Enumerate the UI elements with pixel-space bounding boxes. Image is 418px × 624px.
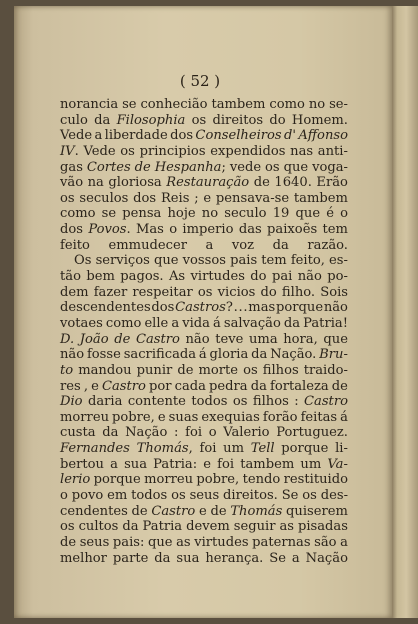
word: filhos <box>262 362 299 378</box>
word: não <box>185 331 210 347</box>
word: traido- <box>303 362 348 378</box>
word: foi <box>185 425 203 441</box>
word: vossos <box>182 253 226 269</box>
word: á <box>198 347 207 363</box>
word: nas <box>290 143 314 159</box>
word: Valerio <box>223 425 270 441</box>
word: do <box>260 284 277 300</box>
word: seculo <box>224 206 267 222</box>
word: que <box>153 253 179 269</box>
word: Reis <box>160 190 190 206</box>
text-line <box>60 269 348 285</box>
word: o <box>208 425 217 441</box>
text-line <box>60 113 348 129</box>
word: : <box>294 394 299 410</box>
word: Patria! <box>303 315 348 331</box>
word: feitas <box>300 409 338 425</box>
word: porque <box>281 441 329 457</box>
word: tambem <box>240 456 295 472</box>
word: os <box>120 143 135 159</box>
word: pensa <box>122 206 162 222</box>
word: á <box>213 315 221 331</box>
word: Thomás <box>230 503 283 519</box>
word: direitos. <box>223 488 278 504</box>
word: sua <box>176 550 200 566</box>
word: o <box>340 206 348 222</box>
word: teve <box>215 331 244 347</box>
word: pedra <box>209 378 248 394</box>
word: morreu <box>60 409 109 425</box>
word: Vede <box>60 128 93 144</box>
word: Homem. <box>291 112 348 128</box>
word: gas <box>60 159 83 175</box>
word: feito <box>60 237 90 253</box>
text-line <box>60 457 348 473</box>
word: Hespanha; <box>154 159 226 175</box>
word: e <box>203 456 212 472</box>
text-line <box>60 160 348 176</box>
word: que <box>147 534 173 550</box>
word: é <box>326 206 334 222</box>
word: dos <box>170 128 194 144</box>
page-edge <box>392 6 418 618</box>
word: que <box>323 331 348 347</box>
word: como <box>105 315 142 331</box>
word: paternas <box>252 534 311 550</box>
word: do <box>269 112 286 128</box>
word: restituido <box>283 472 348 488</box>
word: li- <box>335 441 348 457</box>
page-number: ( 52 ) <box>179 72 221 90</box>
word: suas <box>168 409 199 425</box>
word: anti- <box>317 143 348 159</box>
word: herança. <box>205 550 264 566</box>
word: Restauração <box>166 175 250 191</box>
word: voga- <box>312 159 348 175</box>
word: á <box>340 409 348 425</box>
word: vicios <box>217 284 256 300</box>
word: os <box>232 394 248 410</box>
word: IV. <box>60 143 79 159</box>
word: . <box>238 300 243 316</box>
word: da <box>102 425 119 441</box>
word: não <box>297 269 322 285</box>
word: tão <box>60 269 81 285</box>
word: um <box>223 441 245 457</box>
word: da <box>122 519 139 535</box>
word: bertou <box>60 456 104 472</box>
word: mandou <box>78 362 132 378</box>
word: todos <box>131 488 168 504</box>
word: 1640. <box>274 175 312 191</box>
word: pagos. <box>120 269 164 285</box>
word: Tell <box>250 441 275 457</box>
word: os <box>302 488 317 504</box>
word: razão. <box>307 237 348 253</box>
word: salvação <box>223 315 281 331</box>
word: vão <box>60 175 84 191</box>
text-line <box>60 300 348 316</box>
word: po- <box>327 269 348 285</box>
word: imperio <box>182 222 234 238</box>
word: devem <box>186 519 230 535</box>
word: vida <box>182 315 210 331</box>
word: Castro <box>304 394 348 410</box>
word: expendidos <box>210 143 286 159</box>
word: das <box>238 222 262 238</box>
word: de <box>253 175 270 191</box>
word: paixoẽs <box>267 222 318 238</box>
text-line <box>60 238 348 254</box>
text-line <box>60 316 348 332</box>
word: de <box>131 503 148 519</box>
word: da <box>283 315 301 331</box>
word: daria <box>87 394 123 410</box>
text-line <box>60 191 348 207</box>
word: respeitar <box>132 284 193 300</box>
word: a <box>171 315 180 331</box>
body-text <box>60 97 348 566</box>
word: pensava-se <box>215 190 290 206</box>
text-line <box>60 472 348 488</box>
word: morreu <box>144 472 194 488</box>
word: por <box>148 378 172 394</box>
word: um <box>300 456 322 472</box>
word: gloria <box>209 347 249 363</box>
word: e <box>157 409 166 425</box>
word: Patria <box>142 519 183 535</box>
word: não <box>323 300 348 316</box>
word: em <box>107 488 128 504</box>
text-line <box>60 253 348 269</box>
text-line <box>60 519 348 535</box>
word: res <box>60 378 81 394</box>
word: exequias <box>201 409 260 425</box>
word: os <box>60 190 75 206</box>
word: o <box>60 488 68 504</box>
word: forão <box>262 409 298 425</box>
word: se <box>122 97 137 112</box>
word: dos <box>133 190 157 206</box>
word: parte <box>112 550 149 566</box>
word: Castros? <box>175 300 233 316</box>
word: melhor <box>60 550 107 566</box>
text-line <box>60 425 348 441</box>
word: . <box>233 300 238 316</box>
word: pais: <box>112 534 145 550</box>
word: pisadas <box>297 519 348 535</box>
word: da <box>251 347 268 363</box>
word: se- <box>329 97 348 112</box>
word: Se <box>281 488 299 504</box>
word: tendo <box>242 472 281 488</box>
word: Nação <box>125 425 168 441</box>
word: dem <box>60 284 89 300</box>
word: filho. <box>281 284 316 300</box>
word: de <box>134 159 151 175</box>
word: hora, <box>283 331 318 347</box>
word: . <box>243 300 248 316</box>
word: culo <box>60 112 88 128</box>
word: tem <box>322 222 348 238</box>
word: sacrificada <box>123 347 197 363</box>
word: ; <box>194 190 199 206</box>
word: foi <box>199 441 217 457</box>
word: uma <box>248 331 278 347</box>
word: que <box>295 206 321 222</box>
word: Mas <box>135 222 164 238</box>
word: gloriosa <box>108 175 162 191</box>
word: de <box>177 362 194 378</box>
word: pai <box>271 269 293 285</box>
word: bem <box>86 269 115 285</box>
word: to <box>60 362 74 378</box>
word: os <box>171 488 186 504</box>
word: pais <box>230 253 258 269</box>
word: seguir <box>233 519 276 535</box>
word: dos <box>151 300 175 316</box>
word: cendentes <box>60 503 128 519</box>
word: o <box>169 222 178 238</box>
word: Se <box>269 550 286 566</box>
word: serviços <box>95 253 150 269</box>
word: Castro <box>135 331 180 347</box>
word: 19 <box>272 206 290 222</box>
word: da <box>94 112 111 128</box>
word: Va- <box>327 456 348 472</box>
word: norancia <box>60 97 119 112</box>
word: liberdade <box>104 128 168 144</box>
word: a <box>205 237 214 253</box>
word: Cortes <box>86 159 131 175</box>
text-line <box>60 144 348 160</box>
word: da <box>272 237 289 253</box>
word: fortaleza <box>270 378 329 394</box>
word: foi <box>217 456 235 472</box>
word: as <box>176 534 191 550</box>
word: Vede <box>83 143 116 159</box>
word: os <box>60 519 75 535</box>
word: seus <box>189 488 220 504</box>
word: tem <box>261 253 287 269</box>
word: Castro <box>151 503 196 519</box>
word: d' <box>284 128 296 144</box>
word: de <box>331 378 348 394</box>
text-line <box>60 551 348 567</box>
word: sua <box>124 456 148 472</box>
word: se <box>101 206 117 222</box>
text-line <box>60 332 348 348</box>
text-line <box>60 285 348 301</box>
word: a <box>110 456 118 472</box>
text-line <box>60 175 348 191</box>
word: voz <box>231 237 255 253</box>
word: emmudecer <box>108 237 187 253</box>
word: Bru- <box>319 347 348 363</box>
word: de <box>60 534 77 550</box>
word: mas <box>248 300 276 316</box>
word: na <box>87 175 104 191</box>
word: Fernandes <box>60 441 130 457</box>
text-line <box>60 222 348 238</box>
word: povo <box>71 488 104 504</box>
word: elle <box>144 315 169 331</box>
text-line <box>60 97 348 113</box>
word: no <box>308 97 326 112</box>
word: Patria: <box>153 456 198 472</box>
word: principios <box>139 143 206 159</box>
word: cultos <box>78 519 119 535</box>
word: seus <box>79 534 110 550</box>
word: descendentes <box>60 300 151 316</box>
word: fazer <box>93 284 128 300</box>
text-line <box>60 535 348 551</box>
word: dos <box>60 222 83 238</box>
word: hoje <box>167 206 196 222</box>
text-line <box>60 206 348 222</box>
word: direitos <box>212 112 264 128</box>
word: porque <box>93 472 141 488</box>
word: Erão <box>316 175 348 191</box>
word: no <box>201 206 219 222</box>
word: Os <box>74 253 92 269</box>
word: a <box>291 550 300 566</box>
word: : <box>174 425 179 441</box>
word: custa <box>60 425 96 441</box>
word: todos <box>191 394 228 410</box>
word: as <box>279 519 294 535</box>
word: fosse <box>86 347 121 363</box>
word: Affonso <box>298 128 348 144</box>
word: são <box>314 534 337 550</box>
word: virtudes <box>190 269 245 285</box>
word: de <box>210 503 227 519</box>
word: e <box>91 378 99 394</box>
word: Conselheiros <box>195 128 282 144</box>
word: Filosophia <box>116 112 186 128</box>
word: Thomás, <box>136 441 193 457</box>
word: pobre, <box>196 472 240 488</box>
word: Nação <box>305 550 348 566</box>
word: os <box>265 159 280 175</box>
word: morte <box>198 362 239 378</box>
word: virtudes <box>194 534 249 550</box>
word: filhos <box>252 394 289 410</box>
word: seculos <box>79 190 129 206</box>
word: es- <box>329 253 348 269</box>
word: que <box>283 159 309 175</box>
word: cada <box>174 378 206 394</box>
word: tambem <box>211 97 266 112</box>
text-line <box>60 488 348 504</box>
word: lerio <box>60 472 91 488</box>
word: da <box>154 550 171 566</box>
word: feito, <box>290 253 325 269</box>
word: Portuguez. <box>276 425 348 441</box>
text-line <box>60 363 348 379</box>
word: punir <box>136 362 173 378</box>
text-line <box>60 441 348 457</box>
word: do <box>250 269 267 285</box>
word: a <box>94 128 103 144</box>
word: como <box>269 97 305 112</box>
word: João <box>79 331 109 347</box>
word: votaes <box>60 315 103 331</box>
word: a <box>340 534 348 550</box>
word: os <box>197 284 213 300</box>
word: não <box>60 347 85 363</box>
word: e <box>203 190 212 206</box>
word: da <box>250 378 267 394</box>
word: As <box>168 269 186 285</box>
word: , <box>83 378 88 394</box>
text-line <box>60 128 348 144</box>
word: os <box>191 112 207 128</box>
word: contente <box>127 394 186 410</box>
word: de <box>114 331 131 347</box>
word: vede <box>229 159 262 175</box>
word: Dio <box>60 394 83 410</box>
word: D. <box>60 331 75 347</box>
word: Castro <box>101 378 146 394</box>
word: Nação. <box>270 347 317 363</box>
text-line <box>60 504 348 520</box>
text-line <box>60 379 348 395</box>
text-line <box>60 394 348 410</box>
word: os <box>243 362 258 378</box>
word: tambem <box>293 190 348 206</box>
word: Sois <box>320 284 348 300</box>
word: como <box>60 206 96 222</box>
word: pobre, <box>112 409 155 425</box>
word: e <box>199 503 207 519</box>
word: des- <box>320 488 348 504</box>
text-line <box>60 410 348 426</box>
word: quiserem <box>286 503 348 519</box>
word: conhecião <box>140 97 208 112</box>
text-line <box>60 347 348 363</box>
word: Povos. <box>88 222 131 238</box>
word: porque <box>275 300 324 316</box>
